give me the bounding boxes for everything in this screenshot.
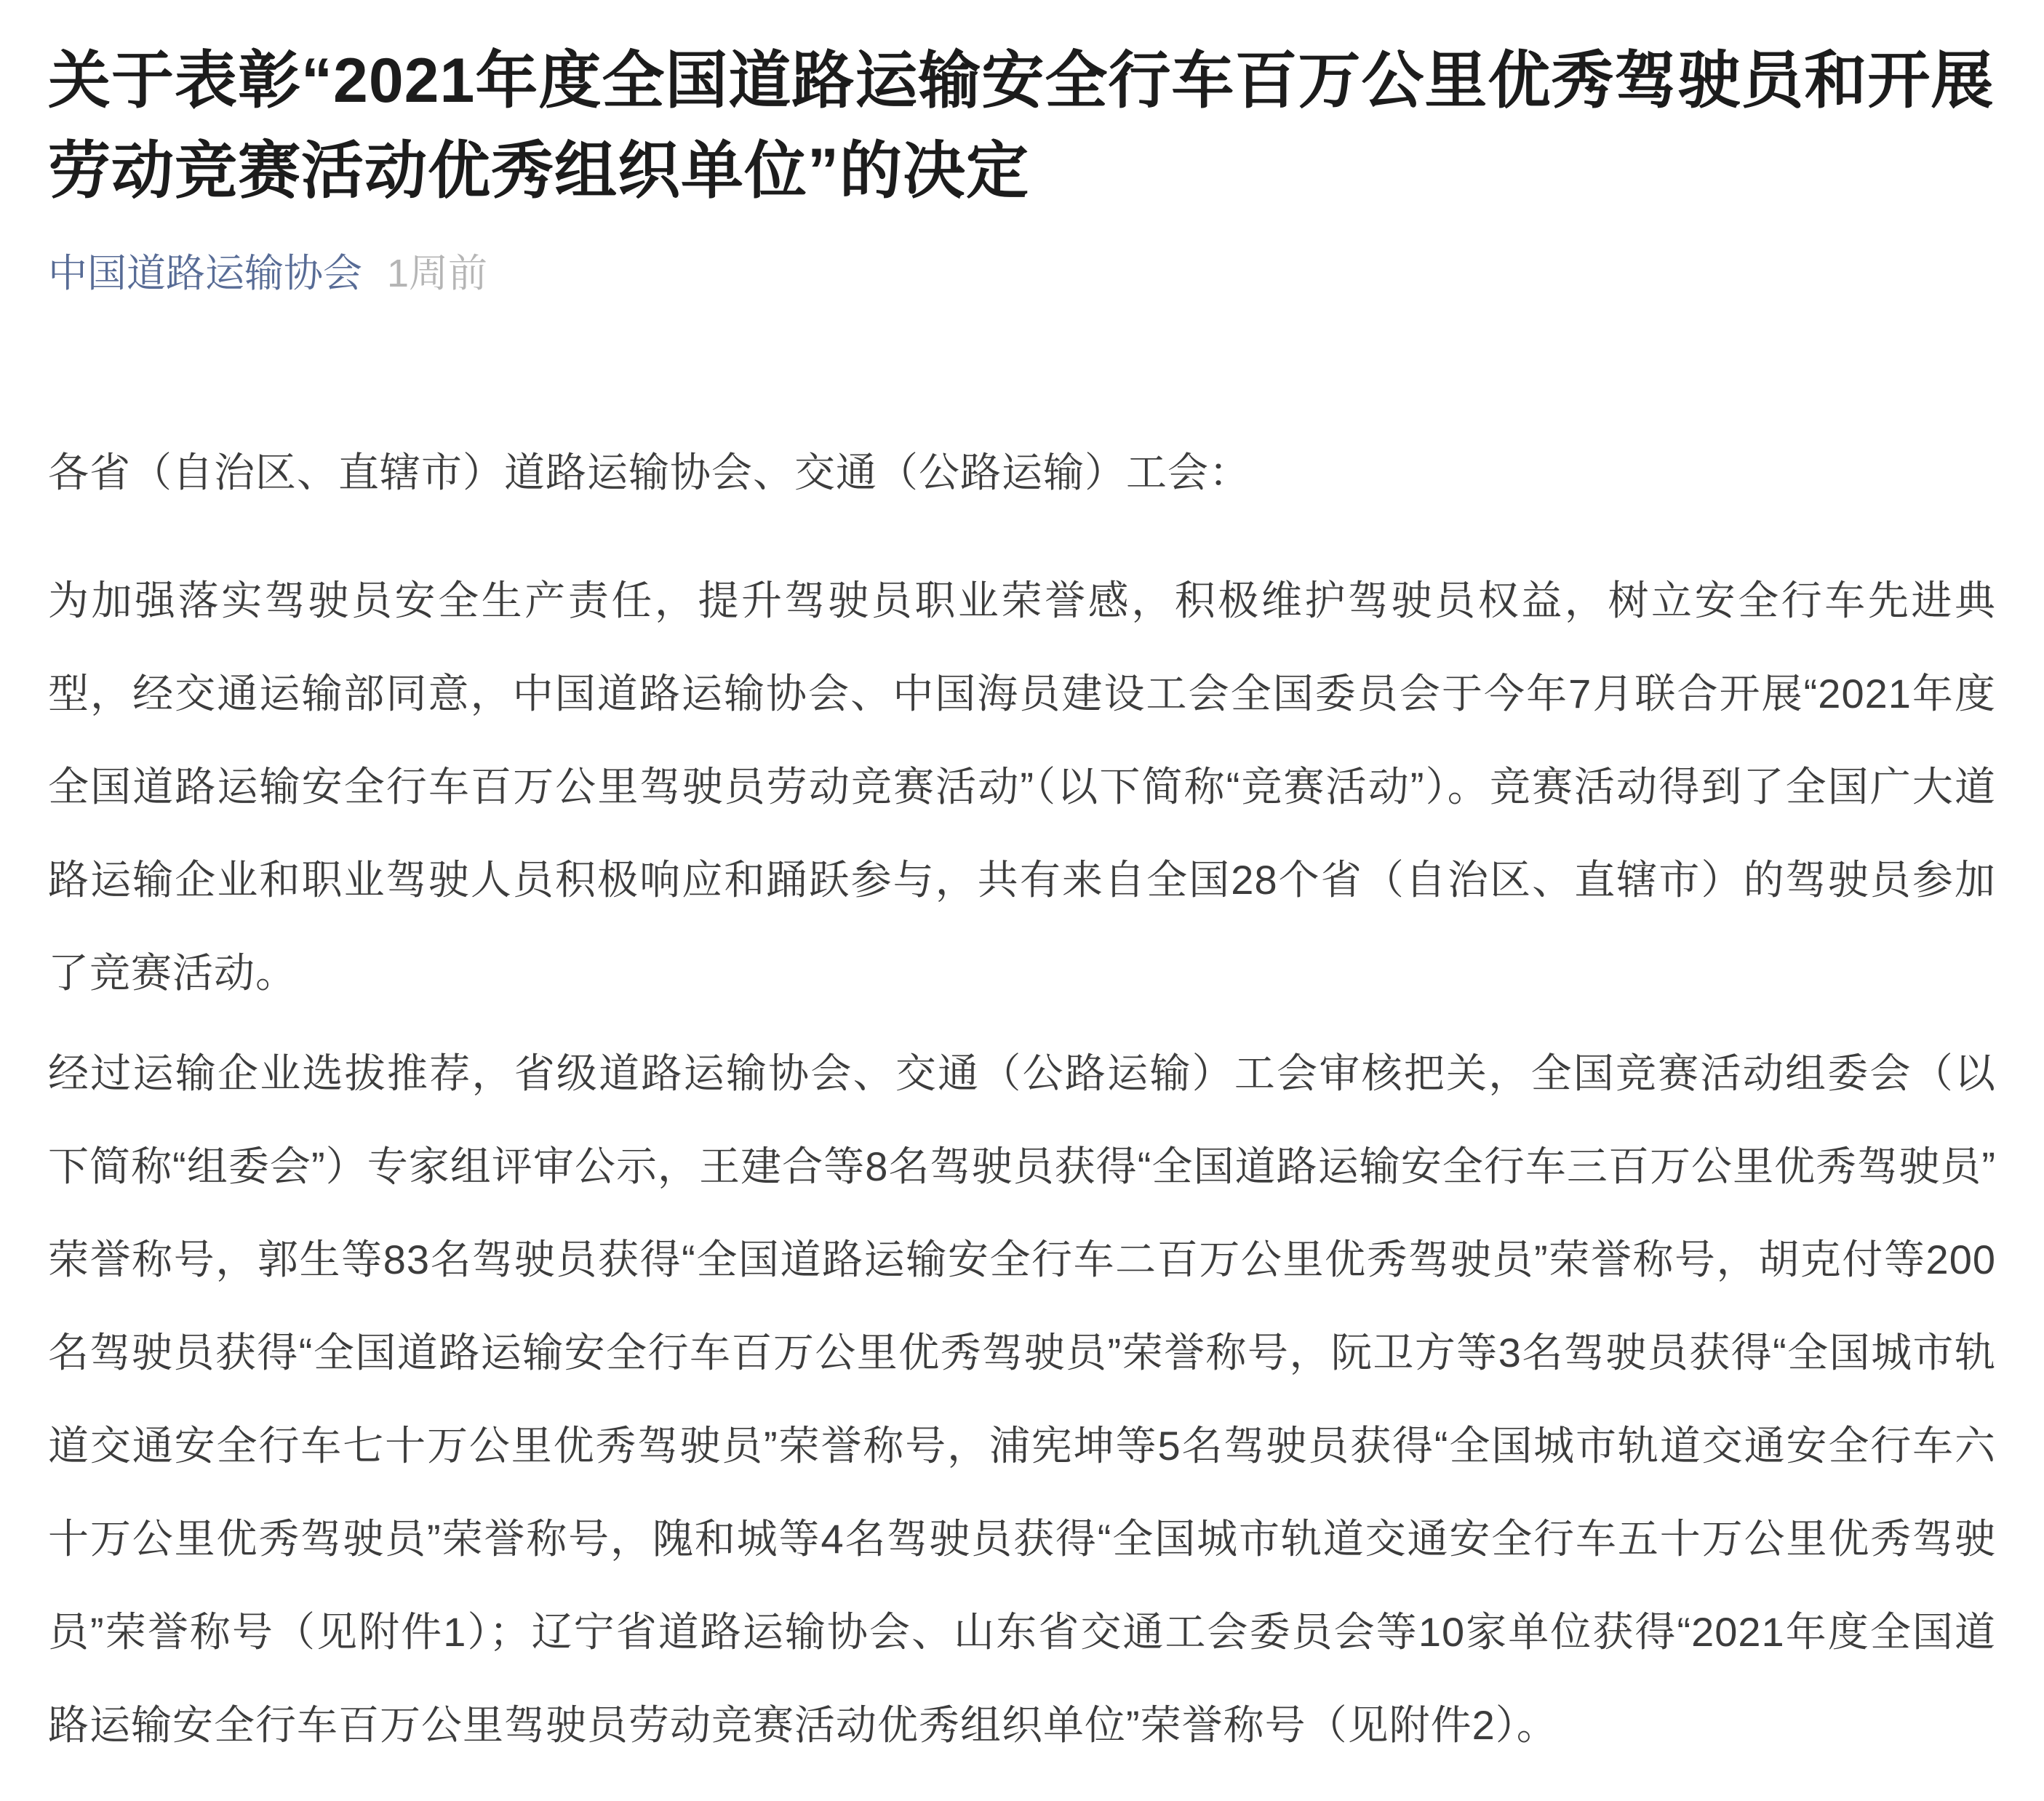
author-account-link[interactable]: 中国道路运输协会	[48, 251, 362, 295]
article-body	[48, 426, 1996, 1772]
salutation-line: 各省（自治区、直辖市）道路运输协会、交通（公路运输）工会：	[48, 450, 1250, 496]
publish-time: 1周前	[387, 251, 488, 295]
body-paragraph-1: 为加强落实驾驶员安全生产责任，提升驾驶员职业荣誉感，积极维护驾驶员权益，树立安全行车先进典型，经交通运输部同意，中国道路运输协会、中国海员建设工会全国委员会于今年7月联合开展“2021年度全国道路运输安全行车百万公里驾驶员劳动竞赛活动”（以下简称“竞赛活动”）。竞赛活动得到了全国广大道路运输企业和职业驾驶人员积极响应和踊跃参与，共有来自全国28个省（自治区、直辖市）的驾驶员参加了竞赛活动。	[48, 578, 1996, 997]
article-title: 关于表彰“2021年度全国道路运输安全行车百万公里优秀驾驶员和开展劳动竞赛活动优秀组织单位”的决定	[48, 46, 1995, 206]
article-meta	[48, 250, 1996, 297]
body-paragraph-2: 经过运输企业选拔推荐，省级道路运输协会、交通（公路运输）工会审核把关，全国竞赛活动组委会（以下简称“组委会”）专家组评审公示，王建合等8名驾驶员获得“全国道路运输安全行车三百万公里优秀驾驶员”荣誉称号，郭生等83名驾驶员获得“全国道路运输安全行车二百万公里优秀驾驶员”荣誉称号，胡克付等200名驾驶员获得“全国道路运输安全行车百万公里优秀驾驶员”荣誉称号，阮卫方等3名驾驶员获得“全国城市轨道交通安全行车七十万公里优秀驾驶员”荣誉称号，浦宪坤等5名驾驶员获得“全国城市轨道交通安全行车六十万公里优秀驾驶员”荣誉称号，隗和城等4名驾驶员获得“全国城市轨道交通安全行车五十万公里优秀驾驶员”荣誉称号（见附件1）；辽宁省道路运输协会、山东省交通工会委员会等10家单位获得“2021年度全国道路运输安全行车百万公里驾驶员劳动竞赛活动优秀组织单位”荣誉称号（见附件2）。	[48, 1050, 1996, 1749]
